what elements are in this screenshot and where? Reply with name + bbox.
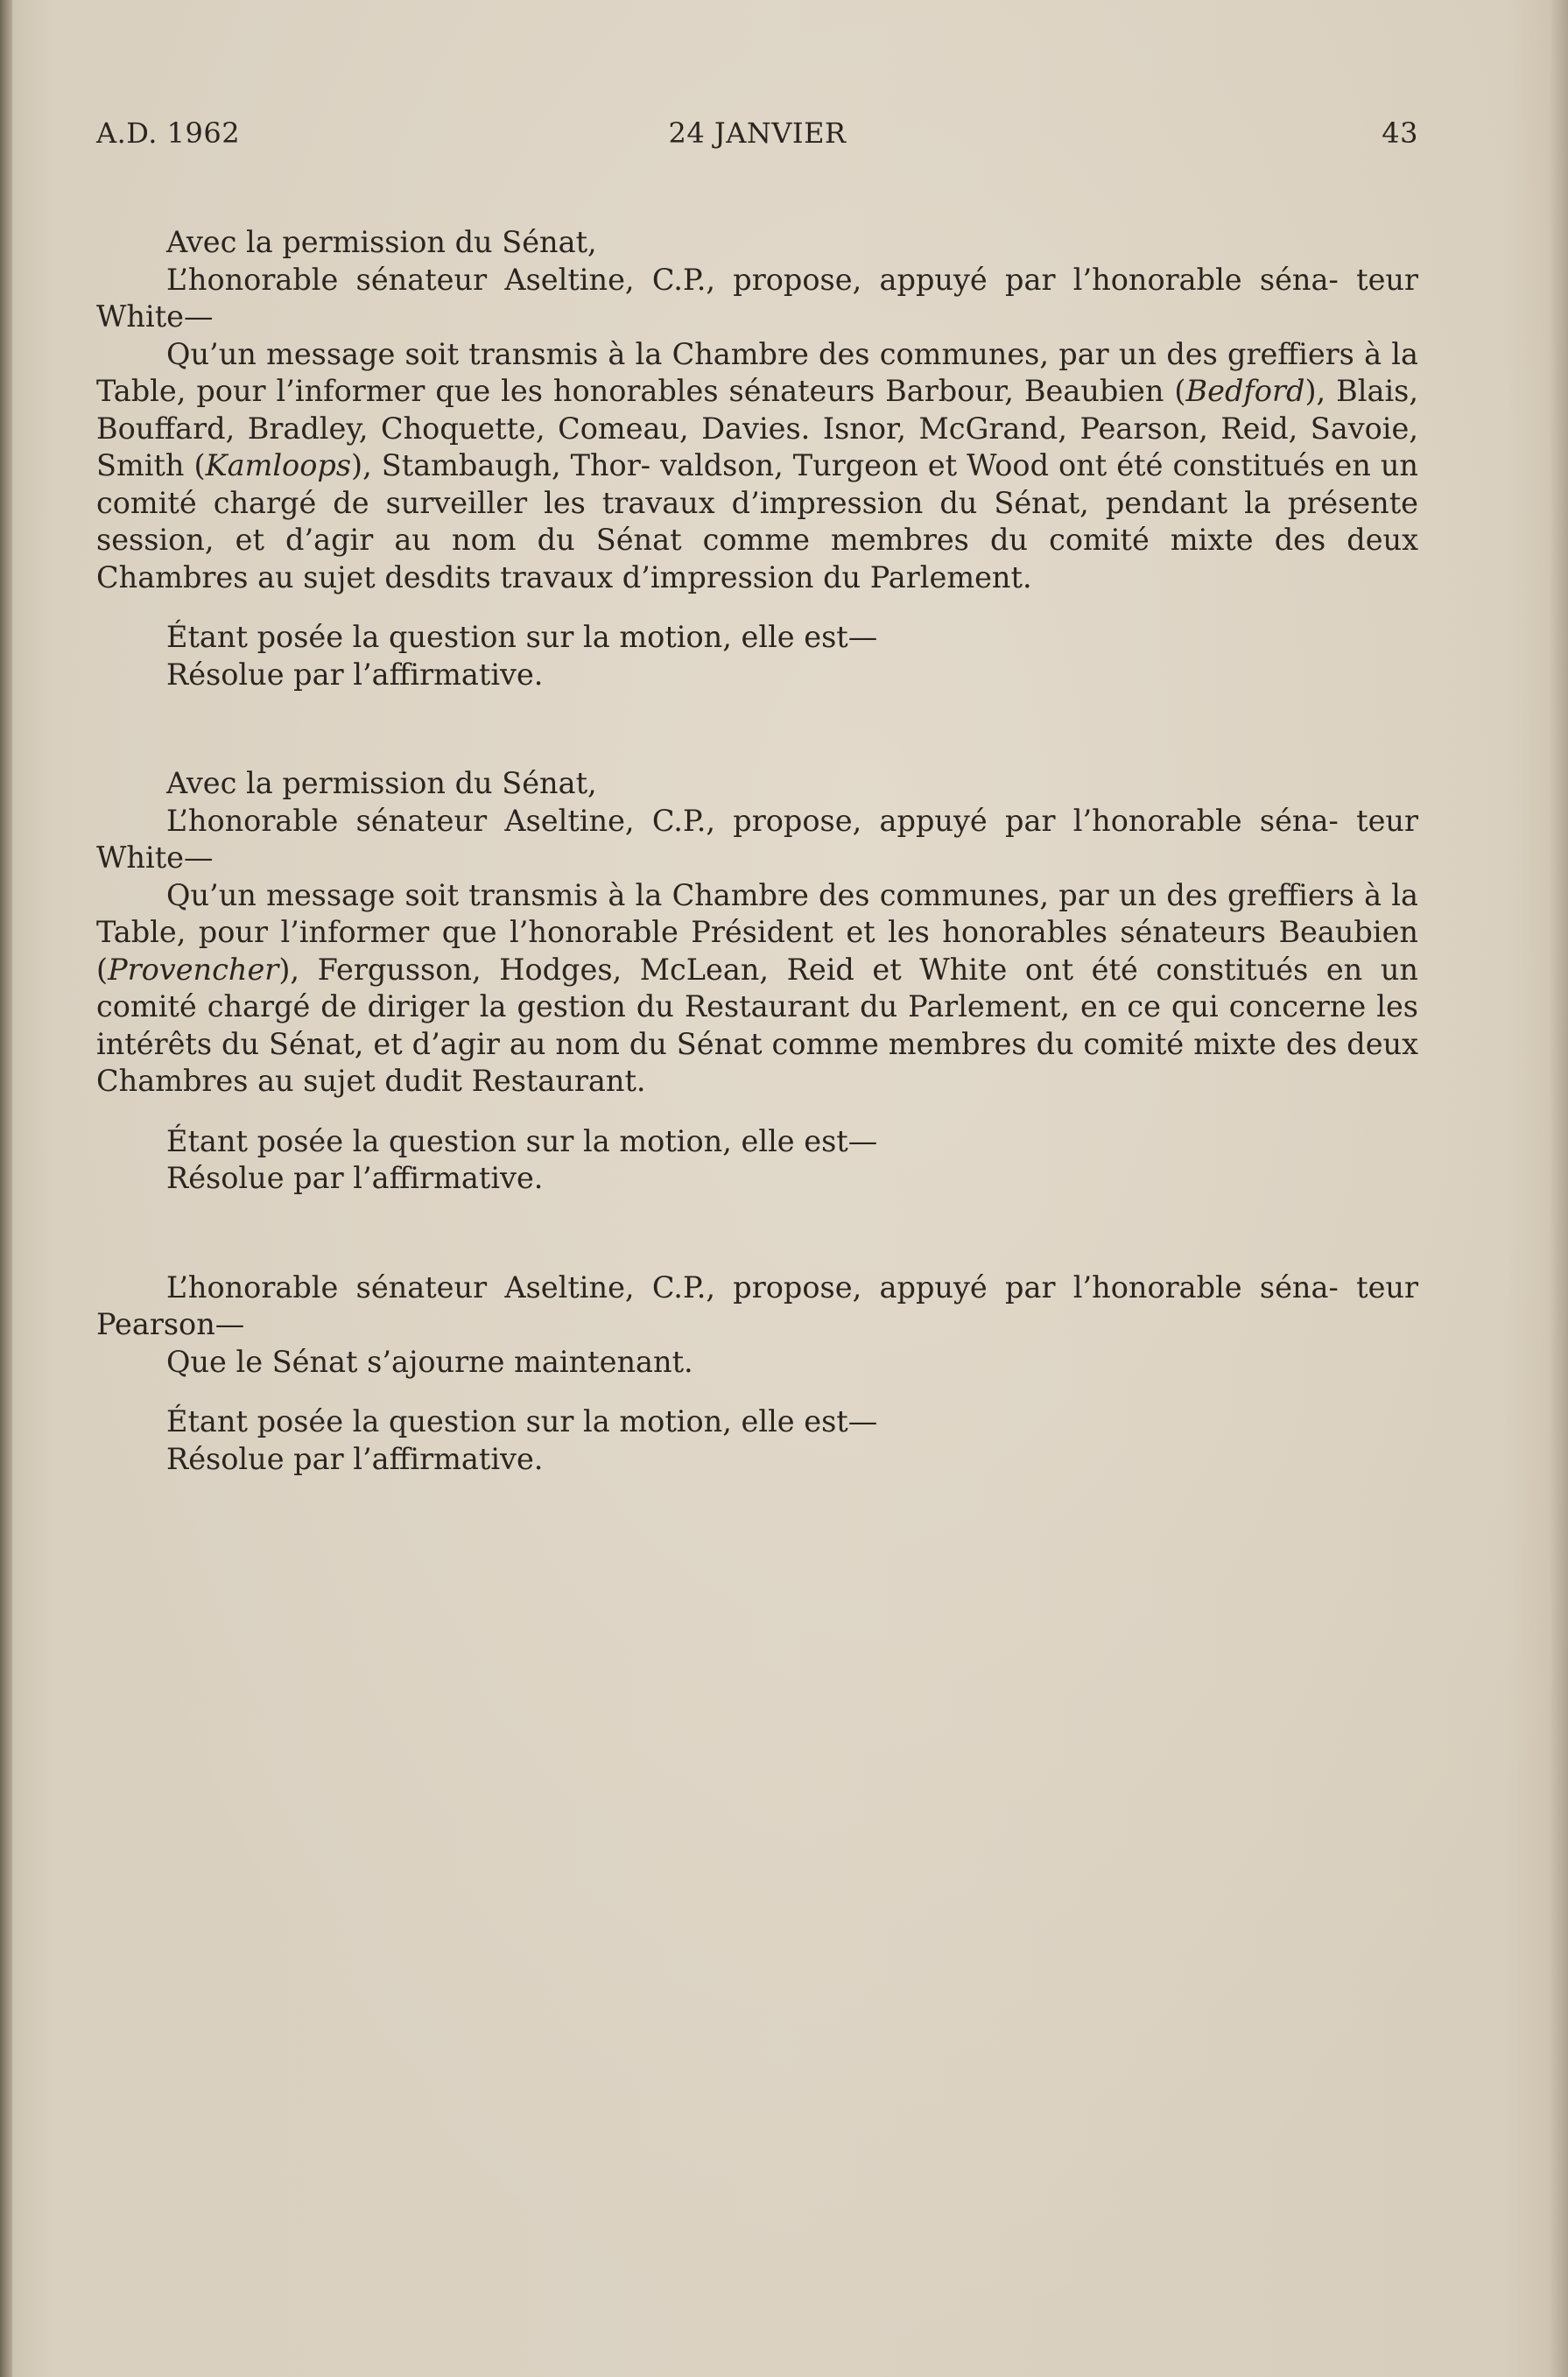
section3-adjourn: Que le Sénat s’ajourne maintenant. [166,1344,693,1379]
riding-bedford: Bedford [1185,374,1305,408]
section3-question: Étant posée la question sur la motion, elle est— [166,1404,878,1438]
header-date: 24 JANVIER [668,116,847,150]
section1-message-part-c: ), Stambaugh, Thor- valdson, Turgeon et Wood ont été constitués en un comité chargé de surveiller les travaux d’impression du Sénat, pendant la présente session, et d’agir au nom du Sénat comme membres du comité mixte des deux Chambres au sujet desdits travaux d’impression du Parlement. [96,448,1419,594]
section2-message-part-b: ), Fergusson, Hodges, McLean, Reid et White ont été constitués en un comité chargé de diriger la gestion du Restaurant du Parlement, en ce qui concerne les intérêts du Sénat, et d’agir au nom du Sénat comme membres du comité mixte des deux Chambres au sujet dudit Restaurant. [96,952,1418,1098]
section1-motion: L’honorable sénateur Aseltine, C.P., propose, appuyé par l’honorable séna- teur White— [96,262,1418,334]
section3-result: Résolue par l’affirmative. [166,1441,544,1476]
section1-message-part-a: Qu’un message soit transmis à la Chambre des communes, par un des greffiers à la Table, pour l’informer que les honorables sénateurs Barbour, Beaubien ( [96,336,1418,408]
page-binding-edge [0,0,12,2377]
header-year: A.D. 1962 [96,116,241,150]
section2-result: Résolue par l’affirmative. [166,1161,544,1195]
section3-motion: L’honorable sénateur Aseltine, C.P., propose, appuyé par l’honorable séna- teur Pearson— [96,1269,1418,1341]
section2-intro: Avec la permission du Sénat, [166,766,597,800]
section1-question: Étant posée la question sur la motion, elle est— [166,620,878,654]
section2-motion: L’honorable sénateur Aseltine, C.P., propose, appuyé par l’honorable séna- teur White— [96,803,1418,875]
journal-body [96,224,1418,1478]
section1-message [96,336,1418,597]
page-number: 43 [1382,116,1418,150]
page-right-edge [1549,0,1568,2377]
riding-kamloops: Kamloops [205,448,352,482]
section1-intro: Avec la permission du Sénat, [166,225,597,259]
riding-provencher: Provencher [108,952,279,987]
section2-message [96,877,1418,1101]
running-header [96,116,1418,158]
section1-result: Résolue par l’affirmative. [166,657,544,692]
section2-question: Étant posée la question sur la motion, elle est— [166,1123,878,1158]
section1-message-part-b: ), Blais, Bouffard, Bradley, Choquette, Comeau, Davies. Isnor, McGrand, Pearson, Reid, Savoie, Smith ( [96,374,1418,482]
section2-message-part-a: Qu’un message soit transmis à la Chambre des communes, par un des greffiers à la Table, pour l’informer que l’honorable Président et les honorables sénateurs Beaubien ( [96,877,1418,987]
